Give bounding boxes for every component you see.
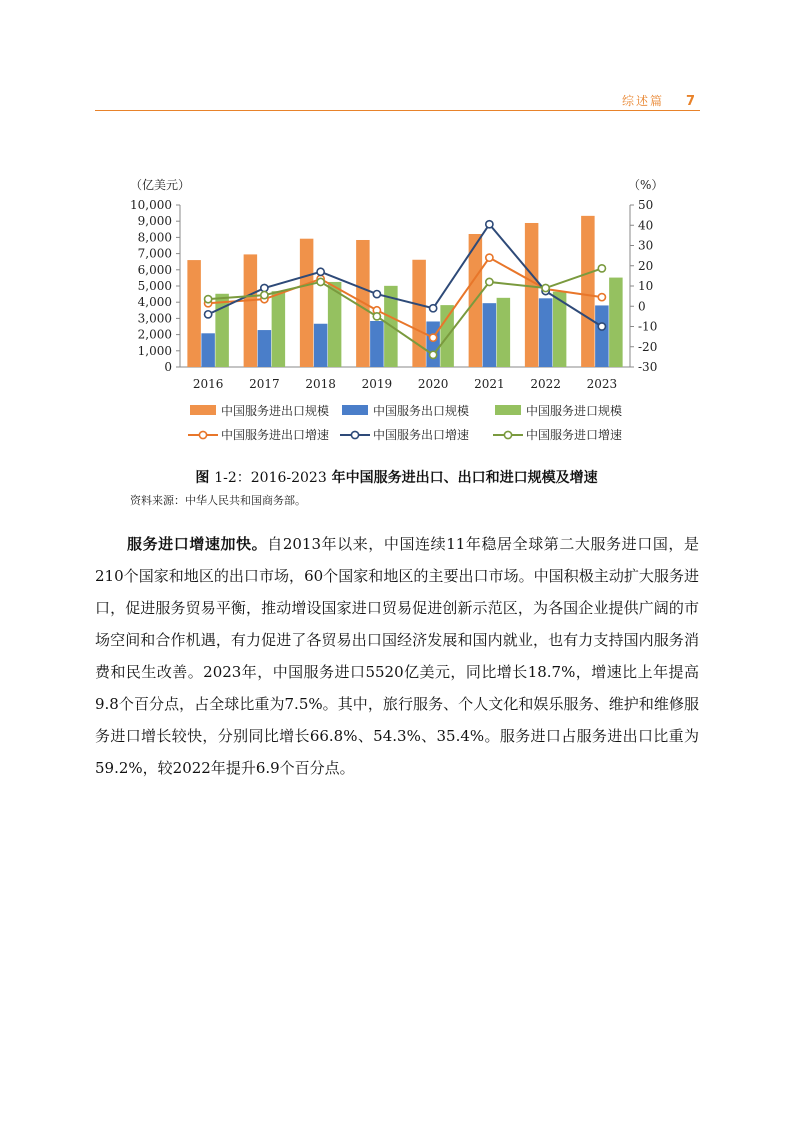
line-point <box>598 323 605 330</box>
bar <box>272 291 286 367</box>
line-point <box>373 291 380 298</box>
line-point <box>430 351 437 358</box>
line-point <box>373 313 380 320</box>
right-tick-label: 50 <box>638 198 654 212</box>
right-tick-label: 10 <box>638 279 654 293</box>
bar <box>595 305 609 367</box>
right-tick-label: 40 <box>638 218 654 233</box>
left-tick-label: 5,000 <box>137 279 172 293</box>
legend-swatch <box>495 405 521 415</box>
bar <box>258 330 272 367</box>
paragraph-text: 自2013年以来，中国连续11年稳居全球第二大服务进口国，是210个国家和地区的出口市场，60个国家和地区的主要出口市场。中国积极主动扩大服务进口，促进服务贸易平衡，推动增设国家进口贸易促进创新示范区，为各国企业提供广阔的市场空间和合作机遇，有力促进了各贸易出口国经济发展和国内就业，也有力支持国内服务消费和民生改善。2023年，中国服务进口5520亿美元，同比增长18.7%，增速比上年提高9.8个百分点，占全球比重为7.5%。其中，旅行服务、个人文化和娱乐服务、维护和维修服务进口增长较快，分别同比增长66.8%、54.3%、35.4%。服务进口占服务进出口比重为59.2%，较2022年提升6.9个百分点。 <box>95 535 699 777</box>
bar <box>328 282 342 367</box>
line-point <box>486 221 493 228</box>
bar <box>581 216 595 367</box>
legend-swatch <box>190 405 216 415</box>
legend-label: 中国服务出口增速 <box>373 428 470 442</box>
right-tick-label: 20 <box>638 258 654 273</box>
x-tick-label: 2023 <box>586 377 618 391</box>
bar <box>412 260 426 367</box>
line-point <box>598 265 605 272</box>
figure-source: 资料来源：中华人民共和国商务部。 <box>130 494 306 507</box>
left-tick-label: 7,000 <box>137 246 172 261</box>
bar <box>187 260 201 367</box>
left-tick-label: 9,000 <box>137 214 172 229</box>
bar <box>497 298 511 367</box>
section-title: 综述篇 <box>621 94 664 108</box>
legend-label: 中国服务进口规模 <box>526 404 623 418</box>
left-tick-label: 3,000 <box>137 311 172 326</box>
line-point <box>598 294 605 301</box>
bar <box>370 321 384 367</box>
left-tick-label: 1,000 <box>137 343 172 358</box>
figure-caption <box>0 467 793 487</box>
x-tick-label: 2019 <box>361 377 393 391</box>
legend-label: 中国服务出口规模 <box>373 404 470 418</box>
left-tick-label: 0 <box>164 360 172 374</box>
x-tick-label: 2022 <box>530 377 561 391</box>
x-tick-label: 2020 <box>417 377 449 391</box>
right-tick-label: -20 <box>638 339 658 354</box>
line-point <box>205 311 212 318</box>
x-tick-label: 2021 <box>474 377 505 391</box>
left-tick-label: 8,000 <box>137 230 172 245</box>
right-tick-label: 0 <box>638 299 646 314</box>
bar <box>201 333 215 367</box>
line-point <box>261 284 268 291</box>
line-point <box>317 278 324 285</box>
body-text <box>95 528 699 784</box>
bar <box>314 324 328 367</box>
x-tick-label: 2018 <box>305 377 336 391</box>
line-point <box>430 305 437 312</box>
right-tick-label: 30 <box>638 238 654 253</box>
body-paragraph <box>95 528 699 784</box>
trade-chart <box>0 0 793 460</box>
bar <box>609 278 623 367</box>
line-point <box>205 296 212 303</box>
bar <box>426 321 440 367</box>
bar <box>525 223 539 367</box>
legend-label: 中国服务进出口规模 <box>221 404 330 418</box>
caption-prefix: 图 <box>195 470 215 486</box>
left-axis-label: （亿美元） <box>130 178 191 192</box>
line-point <box>317 268 324 275</box>
legend-label: 中国服务进口增速 <box>526 428 623 442</box>
x-tick-label: 2017 <box>249 377 280 391</box>
chart-legend <box>188 403 622 442</box>
left-tick-label: 4,000 <box>137 295 172 310</box>
right-tick-label: -30 <box>638 360 658 374</box>
bar <box>300 239 314 367</box>
left-tick-label: 10,000 <box>130 198 172 212</box>
page-number: 7 <box>685 94 697 109</box>
line-point <box>486 254 493 261</box>
paragraph-lead: 服务进口增速加快。 <box>127 535 268 553</box>
bar <box>539 298 553 367</box>
left-tick-label: 2,000 <box>137 327 172 342</box>
line-point <box>542 284 549 291</box>
x-tick-label: 2016 <box>192 377 224 391</box>
bar <box>244 254 258 367</box>
legend-label: 中国服务进出口增速 <box>221 428 330 442</box>
left-tick-label: 6,000 <box>137 262 172 277</box>
line-point <box>261 292 268 299</box>
legend-marker <box>504 431 511 438</box>
legend-swatch <box>342 405 368 415</box>
right-tick-label: -10 <box>638 319 658 334</box>
legend-marker <box>351 431 358 438</box>
line-point <box>486 278 493 285</box>
caption-number: 1-2：2016-2023 <box>214 470 327 486</box>
line-point <box>430 334 437 341</box>
right-axis-label: （%） <box>628 178 664 192</box>
caption-text: 年中国服务进出口、出口和进口规模及增速 <box>326 470 598 486</box>
bar <box>483 303 497 367</box>
legend-marker <box>199 431 206 438</box>
